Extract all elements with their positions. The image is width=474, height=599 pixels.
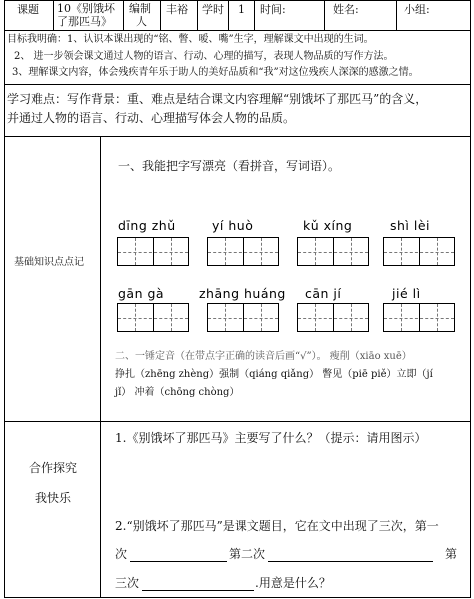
writing-box[interactable] bbox=[117, 303, 189, 332]
writing-box[interactable] bbox=[297, 237, 369, 266]
header-author: 丰裕 bbox=[166, 3, 188, 16]
section2-line-1: 二、一锤定音（在带点字正确的读音后画“√”）。 瘦削（xiāo xuē） bbox=[115, 351, 412, 362]
header-hours: 1 bbox=[238, 3, 245, 16]
writing-box[interactable] bbox=[383, 237, 455, 266]
pinyin-label: dīng zhǔ bbox=[118, 218, 176, 233]
side-column-divider bbox=[100, 136, 101, 598]
header-lesson-title-2: 了那匹马》 bbox=[57, 15, 112, 28]
header-col-divider bbox=[123, 0, 124, 30]
section2-line-3: jǐ） 冲着（chōng chòng） bbox=[115, 387, 240, 398]
pinyin-label: kǔ xíng bbox=[303, 218, 353, 233]
question-2-third: 三次 bbox=[115, 576, 140, 590]
writing-box[interactable] bbox=[383, 303, 455, 332]
writing-box[interactable] bbox=[297, 303, 369, 332]
header-name-label: 姓名: bbox=[333, 3, 359, 16]
question-2-second: 第二次 bbox=[229, 547, 266, 561]
header-bian-zhi-2: 人 bbox=[136, 15, 147, 28]
section2-line-2: 挣扎（zhēng zhèng）强制（qiáng qiǎng） 瞥见（piē piě）立即（jí bbox=[115, 369, 433, 380]
section1-title: 一、我能把字写漂亮（看拼音，写词语）。 bbox=[118, 159, 341, 173]
pinyin-label: jié lì bbox=[392, 286, 421, 301]
writing-box[interactable] bbox=[207, 237, 279, 266]
difficulty-line-2: 并通过人物的语言、行动、心理描写体会人物的品质。 bbox=[7, 111, 296, 125]
header-xue-shi: 学时 bbox=[202, 3, 224, 16]
pinyin-label: zhāng huáng bbox=[199, 286, 286, 301]
table-border-bottom bbox=[4, 597, 471, 598]
goal-line-3: 3、理解课文内容，体会残疾青年乐于助人的美好品质和“我”对这位残疾人深深的感激之情。 bbox=[12, 67, 419, 78]
basics-divider bbox=[4, 421, 471, 422]
pinyin-label: yí huò bbox=[212, 218, 254, 233]
basics-side-label: 基础知识点点记 bbox=[14, 257, 84, 268]
header-col-divider bbox=[396, 0, 397, 30]
explore-side-label-1: 合作探究 bbox=[29, 461, 78, 475]
header-ke-ti: 课题 bbox=[17, 3, 39, 16]
question-1: 1.《别饿坏了那匹马》主要写了什么？（提示：请用图示） bbox=[115, 431, 427, 445]
answer-blank-2[interactable] bbox=[268, 561, 433, 562]
header-time-label: 时间: bbox=[260, 3, 286, 16]
difficulty-line-1: 学习难点：写作背景：重、难点是结合课文内容理解“别饿坏了那匹马”的含义， bbox=[7, 92, 428, 106]
header-row-divider bbox=[4, 30, 471, 31]
goals-divider bbox=[4, 84, 471, 85]
answer-blank-3[interactable] bbox=[142, 590, 254, 591]
goal-line-2: 2、 进一步领会课文通过人物的语言、行动、心理的描写，表现人物品质的写作方法。 bbox=[14, 51, 394, 62]
header-lesson-title-1: 10《别饿坏 bbox=[57, 2, 115, 15]
question-2-line-1: 2.“别饿坏了那匹马”是课文题目，它在文中出现了三次，第一 bbox=[115, 519, 439, 533]
answer-blank-1[interactable] bbox=[130, 561, 227, 562]
writing-box[interactable] bbox=[117, 237, 189, 266]
explore-side-label-2: 我快乐 bbox=[35, 491, 72, 505]
writing-box[interactable] bbox=[207, 303, 279, 332]
header-col-divider bbox=[197, 0, 198, 30]
question-2-di: 第 bbox=[445, 547, 458, 561]
table-border-left bbox=[4, 0, 5, 598]
pinyin-label: cān jí bbox=[305, 286, 342, 301]
pinyin-label: gān gà bbox=[118, 286, 165, 301]
table-border-top bbox=[4, 0, 471, 1]
header-col-divider bbox=[53, 0, 54, 30]
header-bian-zhi-1: 编制 bbox=[129, 2, 151, 15]
goal-line-1: 目标我明确：1、认识本课出现的“铭、瞥、嗳、嘴”生字，理解课文中出现的生词。 bbox=[7, 34, 374, 45]
header-col-divider bbox=[254, 0, 255, 30]
question-2-ci: 次 bbox=[115, 547, 128, 561]
difficulty-divider bbox=[4, 136, 471, 137]
question-2-meaning: .用意是什么？ bbox=[255, 576, 331, 590]
pinyin-label: shì lèi bbox=[390, 218, 431, 233]
table-border-right bbox=[470, 0, 471, 598]
header-col-divider bbox=[228, 0, 229, 30]
header-col-divider bbox=[160, 0, 161, 30]
header-group-label: 小组: bbox=[404, 3, 430, 16]
header-col-divider bbox=[324, 0, 325, 30]
